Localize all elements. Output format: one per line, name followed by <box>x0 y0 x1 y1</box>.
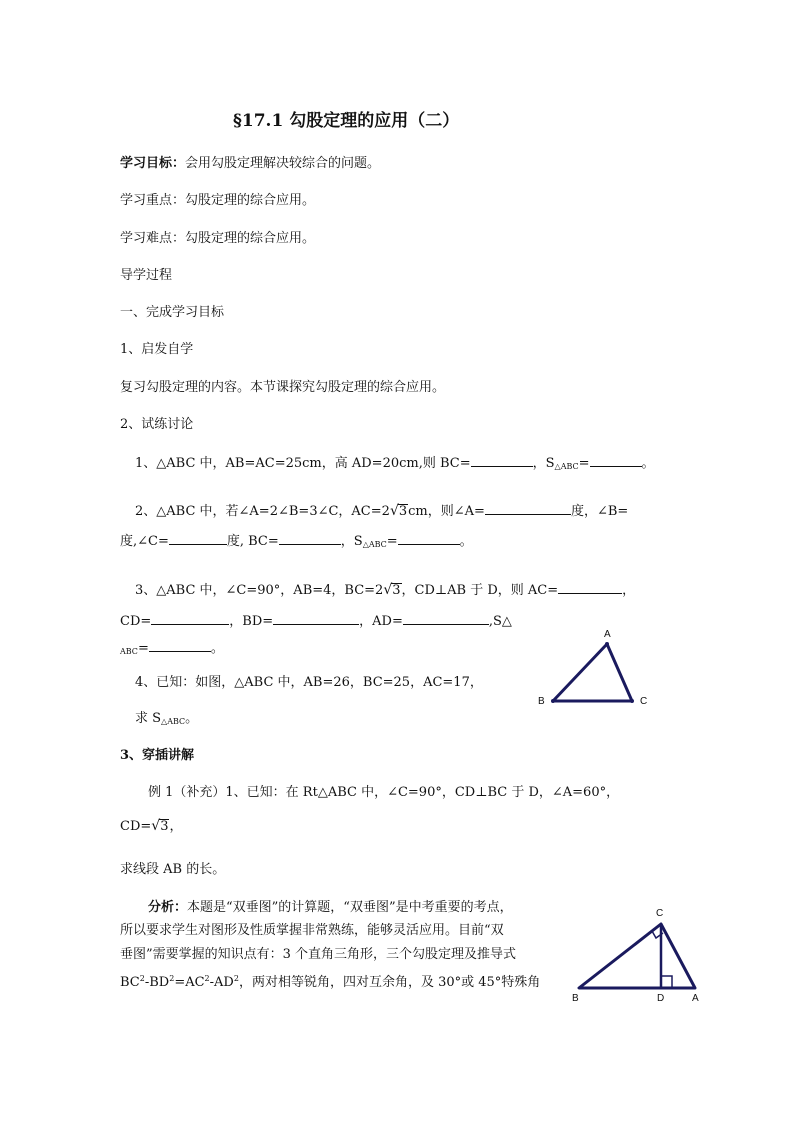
q2-text: 2、△ABC 中，若∠A=2∠B=3∠C，AC=2 <box>135 504 390 519</box>
q3-post: ，CD⊥AB 于 D，则 AC= <box>401 583 559 598</box>
q3-text: 3、△ABC 中，∠C=90°，AB=4，BC=2 <box>135 583 384 598</box>
q1-text: 1、△ABC 中，AB=AC=25cm，高 AD=20cm,则 BC= <box>135 456 471 471</box>
learning-focus <box>120 192 315 210</box>
example-1-question: 求线段 AB 的长。 <box>120 862 226 877</box>
q2-eq: = <box>386 534 398 549</box>
analysis-line-2: 所以要求学生对图形及性质掌握非常熟练，能够灵活应用。目前“双 <box>120 923 504 938</box>
q3-radicand: 3 <box>392 583 401 598</box>
subsection-2: 2、试练讨论 <box>120 417 194 432</box>
q3-blank-ac[interactable] <box>558 580 622 594</box>
question-1 <box>135 453 655 476</box>
fig1-label-c: C <box>640 696 648 707</box>
q2-blank-c[interactable] <box>169 531 227 545</box>
q2-s: ，S <box>340 534 363 549</box>
q1-end: 。 <box>641 456 655 471</box>
q3-blank-area[interactable] <box>149 638 211 652</box>
fig1-label-b: B <box>538 696 545 707</box>
q2-blank-area[interactable] <box>398 531 460 545</box>
q3-blank-cd[interactable] <box>151 611 229 625</box>
fig2-label-d: D <box>657 993 665 1004</box>
triangle-abc <box>553 644 632 701</box>
q4-s: 求 S <box>135 711 162 726</box>
q2-sub: △ABC <box>362 540 387 549</box>
q2-end: 。 <box>459 534 473 549</box>
question-3-line-2 <box>120 611 512 631</box>
process-heading: 导学过程 <box>120 268 173 283</box>
q3-s: ,S△ <box>488 614 512 629</box>
q3-comma: ， <box>622 583 636 598</box>
learning-difficulty <box>120 230 315 248</box>
fig2-label-b: B <box>572 993 579 1004</box>
q4-sub: △ABC <box>161 717 186 726</box>
q3-ad: ，AD= <box>359 614 403 629</box>
triangle-abc-right <box>579 924 695 988</box>
fig2-label-c: C <box>656 908 664 919</box>
q3-end: 。 <box>210 641 224 656</box>
analysis-label: 分析： <box>148 900 188 915</box>
learning-goal <box>120 155 380 173</box>
page-title: §17.1 勾股定理的应用（二） <box>233 111 460 131</box>
q2-radicand: 3 <box>398 504 408 519</box>
analysis-line-3: 垂图”需要掌握的知识点有：3 个直角三角形，三个勾股定理及推导式 <box>120 947 517 962</box>
analysis-line-1 <box>148 899 513 917</box>
goal-label: 学习目标： <box>120 156 186 171</box>
fig1-label-a: A <box>604 629 611 640</box>
ex1-comma: ， <box>169 819 183 834</box>
ex1-radicand: 3 <box>160 819 169 834</box>
q3-blank-ad[interactable] <box>403 611 489 625</box>
q3-bd: ，BD= <box>229 614 274 629</box>
question-2-line-1: 2、△ABC 中，若∠A=2∠B=3∠C，AC=2√3cm，则∠A= 度，∠B= <box>135 503 629 519</box>
focus-label: 学习重点： <box>120 193 186 208</box>
question-3-line-3 <box>120 638 224 661</box>
example-1-line-1: 例 1（补充）1、已知：在 Rt△ABC 中，∠C=90°，CD⊥BC 于 D，∠A=60°， <box>148 785 620 800</box>
triangle-figure-1 <box>530 622 660 712</box>
q3-blank-bd[interactable] <box>273 611 359 625</box>
q1-eq: = <box>578 456 590 471</box>
q2-blank-a[interactable] <box>485 501 571 515</box>
q1-sub: △ABC <box>554 462 579 471</box>
analysis-line-4: $BC^2-BD^2=AC^2-AD^2$，两对相等锐角，四对互余角，及 30°或 45°特殊角 <box>120 974 541 990</box>
q2-post: cm，则∠A= <box>408 504 485 519</box>
question-4-line-2 <box>135 710 198 731</box>
q3-cd: CD= <box>120 614 152 629</box>
q4-end: 。 <box>185 711 199 726</box>
focus-text: 勾股定理的综合应用。 <box>185 193 316 208</box>
difficulty-text: 勾股定理的综合应用。 <box>185 231 316 246</box>
q1-blank-area[interactable] <box>590 453 642 467</box>
example-1-line-2: CD=√3， <box>120 818 183 834</box>
q3-eq: = <box>137 641 149 656</box>
section-1-heading: 一、完成学习目标 <box>120 305 225 320</box>
q2-bc: 度, BC= <box>226 534 279 549</box>
q2-deg: 度，∠B= <box>570 504 629 519</box>
fig2-label-a: A <box>692 993 699 1004</box>
section-3-heading: 3、穿插讲解 <box>120 748 195 763</box>
ex1-cd: CD= <box>120 819 152 834</box>
difficulty-label: 学习难点： <box>120 231 186 246</box>
review-text: 复习勾股定理的内容。本节课探究勾股定理的综合应用。 <box>120 380 446 395</box>
goal-text: 会用勾股定理解决较综合的问题。 <box>185 156 381 171</box>
triangle-figure-2 <box>568 900 713 1010</box>
q2-blank-bc[interactable] <box>279 531 341 545</box>
question-2-line-2 <box>120 531 473 554</box>
analysis-text-1: 本题是“双垂图”的计算题，“双垂图”是中考重要的考点， <box>187 900 513 915</box>
q1-s: ，S <box>532 456 555 471</box>
right-angle-mark-d <box>661 976 672 988</box>
subsection-1: 1、启发自学 <box>120 342 194 357</box>
q2-deg-c: 度,∠C= <box>120 534 169 549</box>
q1-blank-bc[interactable] <box>471 453 533 467</box>
question-3-line-1: 3、△ABC 中，∠C=90°，AB=4，BC=2√3，CD⊥AB 于 D，则 AC= ， <box>135 582 636 598</box>
question-4-line-1: 4、已知：如图，△ABC 中，AB=26，BC=25，AC=17， <box>135 675 483 690</box>
q3-abc: ABC <box>120 647 138 656</box>
